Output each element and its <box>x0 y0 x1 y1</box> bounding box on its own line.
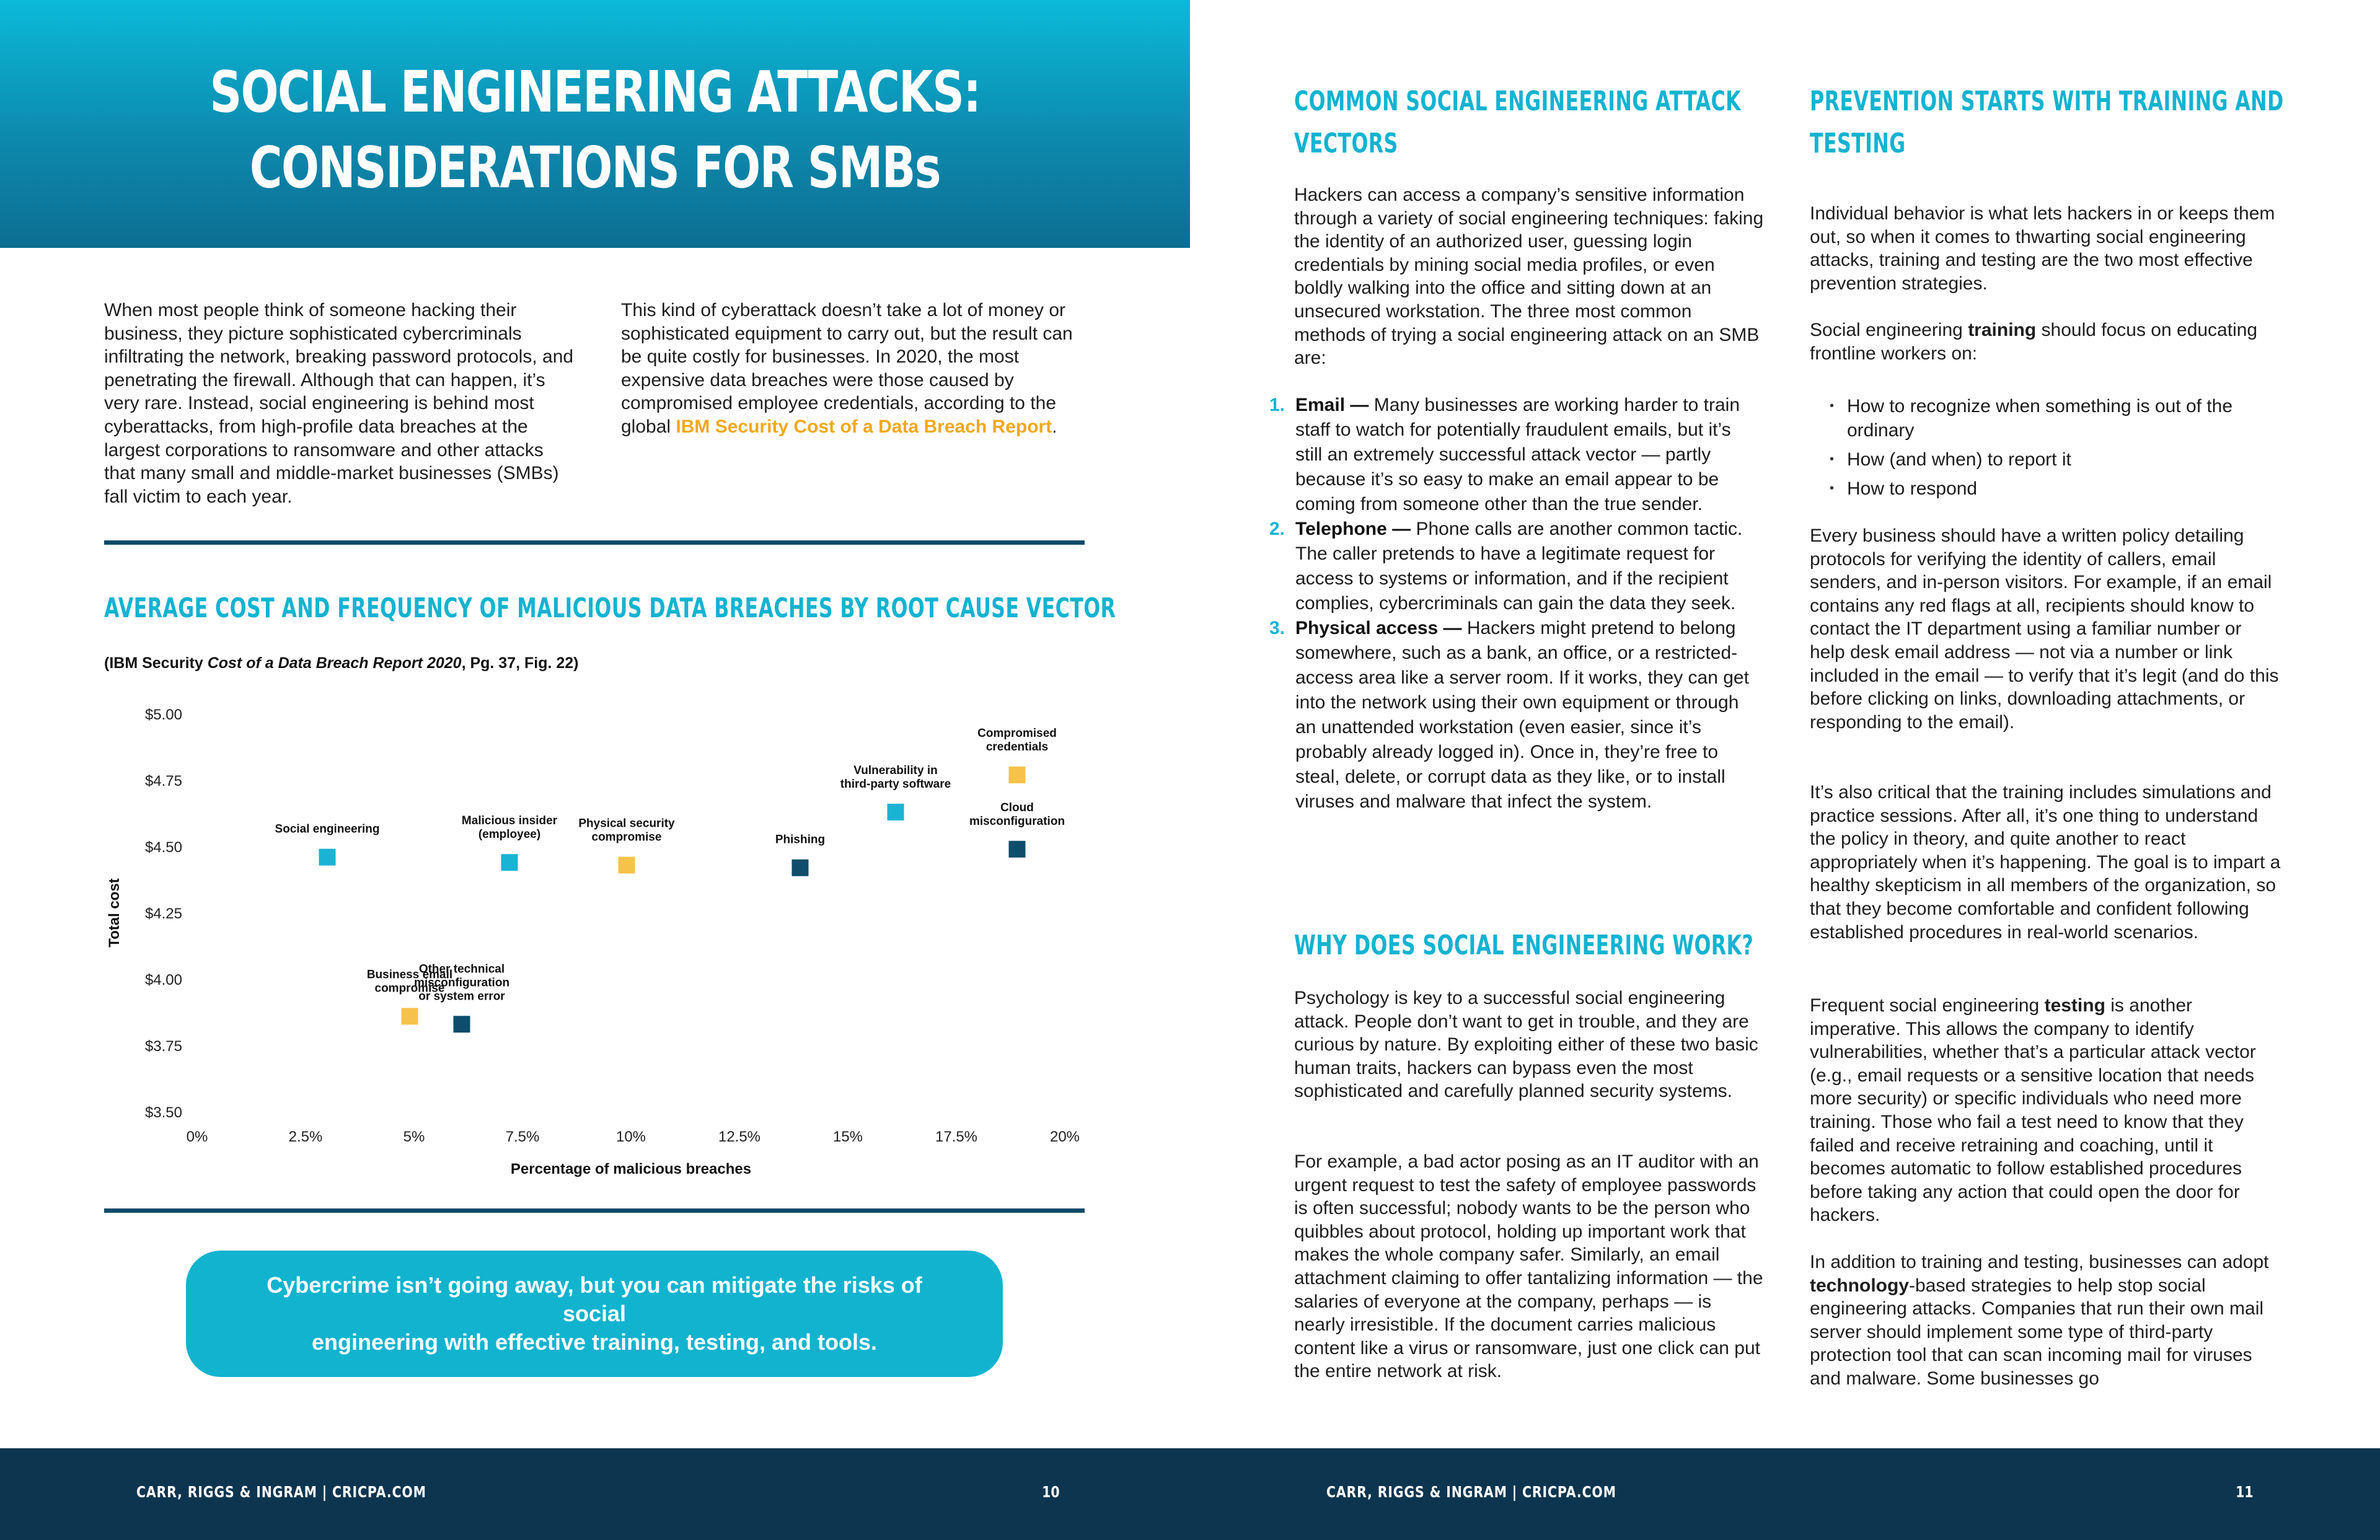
x-tick-label: 17.5% <box>935 1129 978 1145</box>
list-text: How to recognize when something is out of the ordinary <box>1847 396 2233 441</box>
x-tick-label: 0% <box>186 1129 208 1145</box>
data-label <box>578 817 675 843</box>
intro-paragraph-1: When most people think of someone hacking their business, they picture sophisticated cybercriminals infiltrating the network, breaking password protocols, and penetrating the firewall. Although that can happen, it’s very rare. Instead, social engineering is behind most cyberattacks, from high-profile data breaches at the largest corporations to ransomware and other attacks that many small and middle-market businesses (SMBs) fall victim to each year. <box>104 300 574 507</box>
data-label-line: Other technical <box>418 962 505 976</box>
data-label-line: misconfiguration <box>969 814 1065 828</box>
data-label <box>969 801 1065 828</box>
list-item <box>1827 394 2298 442</box>
page-number-right: 11 <box>2236 1483 2254 1501</box>
prevention-paragraph-5-post: is another imperative. This allows the company to identify vulnerabilities, whether that’s a particular attack vector (e.g., email requests or a sensitive location that needs more security) or specific individuals who need more training. Those who fail a test need to know that they failed and receive retraining and coaching, until it becomes automatic to follow established procedures before taking any action that could open the door for hackers. <box>1810 995 2256 1226</box>
data-point <box>319 849 336 866</box>
list-item <box>1269 616 1759 814</box>
data-label-line: Physical security <box>578 817 675 830</box>
chart-source-post: , Pg. 37, Fig. 22) <box>461 654 579 672</box>
data-label-line: misconfiguration <box>413 976 510 990</box>
x-tick-label: 10% <box>615 1129 646 1145</box>
data-label-line: Phishing <box>775 833 826 847</box>
intro-paragraph-2 <box>621 299 1092 439</box>
list-item <box>1827 477 2298 501</box>
callout-line2: engineering with effective training, testing, and tools. <box>311 1329 878 1355</box>
list-text: Hackers might pretend to belong somewhere, such as a bank, an office, or a restricted-access area like a server room. If it works, they can get into the network using their own equipment or through an unattended workstation (even easier, since it’s probably already logged in). Once in, they’re free to steal, delete, or corrupt data as they like, or to install viruses and malware that infect the system. <box>1295 618 1749 812</box>
data-label-line: Business email <box>366 968 453 982</box>
y-tick-label: $4.25 <box>144 905 182 922</box>
y-tick-label: $5.00 <box>144 706 182 723</box>
list-text: How to respond <box>1847 478 1978 499</box>
prevention-heading-line1: PREVENTION STARTS WITH TRAINING AND <box>1810 86 2284 117</box>
data-label-line: third-party software <box>840 777 951 791</box>
data-point <box>888 804 904 821</box>
footer-brand[interactable]: CARR, RIGGS & INGRAM | CRICPA.COM <box>136 1483 426 1501</box>
data-label-line: Malicious insider <box>461 814 558 828</box>
prevention-paragraph-6-post: -based strategies to help stop social engineering attacks. Companies that run their own mail server should implement some type of third-party protection tool that can scan incoming mail for viruses and malware. Some businesses go <box>1810 1275 2264 1389</box>
list-number: 2. <box>1269 519 1285 539</box>
footer-brand-right[interactable]: CARR, RIGGS & INGRAM | CRICPA.COM <box>1326 1483 1616 1501</box>
data-label <box>977 727 1057 754</box>
x-tick-label: 7.5% <box>505 1129 540 1145</box>
data-label <box>414 962 509 1003</box>
divider-bottom <box>104 1208 1085 1213</box>
data-label-line: (employee) <box>478 828 541 842</box>
list-text: How (and when) to report it <box>1847 449 2071 470</box>
data-point <box>1009 767 1026 783</box>
prevention-paragraph-5 <box>1810 994 2281 1227</box>
x-tick-label: 5% <box>403 1129 425 1145</box>
data-point <box>619 856 635 873</box>
vectors-intro: Hackers can access a company’s sensitive information through a variety of social engineering techniques: faking the identity of an authorized user, guessing login credentials by mining social media profiles, or even boldly walking into the office and sitting down at an unsecured workstation. The three most common methods of trying a social engineering attack on an SMB are: <box>1294 185 1764 369</box>
data-label-line: or system error <box>418 990 505 1003</box>
prevention-paragraph-2-post: should focus on educating frontline workers on: <box>1810 320 2258 364</box>
prevention-paragraph-4: It’s also critical that the training includes simulations and practice sessions. After all, it’s one thing to understand the policy in theory, and quite another to react appropriately when it’s happening. The goal is to impart a healthy skepticism in all members of the organization, so that they become comfortable and confident following established procedures in real-world scenarios. <box>1810 782 2281 943</box>
footer-right <box>1190 1448 2380 1540</box>
prevention-paragraph-3: Every business should have a written policy detailing protocols for verifying the identity of callers, email senders, and in-person visitors. For example, if an email contains any red flags at all, recipients should know to contact the IT department using a familiar number or help desk email address — not via a number or link included in the email — to verify that it’s legit (and do this before clicking on links, downloading attachments, or responding to the email). <box>1810 526 2279 733</box>
data-label-line: compromise <box>591 830 662 844</box>
y-tick-label: $4.75 <box>144 773 182 790</box>
prevention-paragraph-2-pre: Social engineering <box>1810 320 1968 340</box>
prevention-paragraph-6 <box>1810 1251 2281 1391</box>
data-label <box>775 834 825 847</box>
intro-paragraph-2-end: . <box>1052 416 1057 437</box>
data-point <box>454 1016 470 1032</box>
callout-line1: Cybercrime isn’t going away, but you can mitigate the risks of social <box>267 1272 922 1326</box>
testing-term: testing <box>2044 995 2105 1016</box>
data-label <box>275 823 380 836</box>
x-tick-label: 2.5% <box>288 1129 323 1145</box>
chart-source-title: Cost of a Data Breach Report 2020 <box>207 654 462 672</box>
list-text: Phone calls are another common tactic. The caller pretends to have a legitimate request for access to systems or information, and if the recipient complies, cybercriminals can gain the data they seek. <box>1295 519 1743 614</box>
chart-source-pre: (IBM Security <box>104 654 208 672</box>
why-paragraph-2: For example, a bad actor posing as an IT auditor with an urgent request to test the safety of employee passwords is often successful; nobody wants to be the person who quibbles about protocol, holding up important work that makes the whole company safer. Similarly, an email attachment claiming to offer tantalizing information — the salaries of everyone at the company, perhaps — is nearly irresistible. If the document carries malicious content like a virus or ransomware, just one click can put the entire network at risk. <box>1294 1151 1763 1382</box>
title-banner <box>0 0 1190 248</box>
scatter-chart <box>93 694 1097 1177</box>
list-item <box>1269 393 1759 517</box>
chart-heading: AVERAGE COST AND FREQUENCY OF MALICIOUS DATA BREACHES BY ROOT CAUSE VECTOR <box>104 592 1116 624</box>
list-term: Physical access — <box>1295 618 1462 638</box>
technology-term: technology <box>1810 1275 1910 1296</box>
list-term: Telephone — <box>1295 519 1411 539</box>
x-tick-label: 12.5% <box>718 1129 761 1145</box>
bullet-icon: • <box>1830 482 1835 495</box>
data-point <box>402 1008 418 1024</box>
why-heading: WHY DOES SOCIAL ENGINEERING WORK? <box>1294 930 1754 961</box>
page-number: 10 <box>1042 1483 1060 1501</box>
footer-left <box>0 1448 1190 1540</box>
callout-box <box>186 1251 1003 1377</box>
y-tick-label: $4.50 <box>144 839 182 856</box>
x-tick-label: 20% <box>1049 1129 1080 1145</box>
y-tick-label: $4.00 <box>144 972 182 988</box>
bullet-icon: • <box>1830 452 1835 466</box>
x-tick-label: 15% <box>832 1129 863 1145</box>
list-text: Many businesses are working harder to train staff to watch for potentially fraudulent emails, but it’s still an extremely successful attack vector — partly because it’s so easy to make an email appear to be coming from someone other than the true sender. <box>1295 395 1740 514</box>
prevention-paragraph-2 <box>1810 319 2281 365</box>
prevention-paragraph-1: Individual behavior is what lets hackers in or keeps them out, so when it comes to thwarting social engineering attacks, training and testing are the two most effective prevention strategies. <box>1810 203 2275 294</box>
bullet-icon: • <box>1830 399 1835 413</box>
data-label <box>840 764 951 791</box>
list-number: 1. <box>1269 395 1285 415</box>
prevention-heading-line2: TESTING <box>1810 128 1906 159</box>
data-label-line: Vulnerability in <box>853 763 938 777</box>
list-item <box>1827 447 2298 472</box>
prevention-paragraph-6-pre: In addition to training and testing, businesses can adopt <box>1810 1252 2269 1272</box>
training-points-list <box>1827 394 2298 506</box>
x-axis-label: Percentage of malicious breaches <box>510 1161 752 1177</box>
y-tick-label: $3.75 <box>144 1038 182 1055</box>
y-tick-label: $3.50 <box>144 1104 182 1121</box>
callout-text <box>235 1271 954 1357</box>
data-label-line: Cloud <box>1000 801 1034 814</box>
data-label <box>462 814 558 841</box>
page-title-line1: SOCIAL ENGINEERING ATTACKS: <box>209 59 981 125</box>
data-label-line: Social engineering <box>275 822 380 836</box>
training-term: training <box>1968 320 2037 340</box>
intro-paragraph-2-text: This kind of cyberattack doesn’t take a lot of money or sophisticated equipment to carry out, but the result can be quite costly for businesses. In 2020, the most expensive data breaches were those caused by compromised employee credentials, according to the global <box>621 300 1073 437</box>
data-label-line: compromise <box>374 982 445 995</box>
list-term: Email — <box>1295 395 1369 415</box>
data-label-line: credentials <box>985 740 1049 754</box>
data-point <box>501 854 518 871</box>
data-point <box>1009 841 1026 858</box>
report-link[interactable]: IBM Security Cost of a Data Breach Report <box>676 416 1052 437</box>
prevention-paragraph-5-pre: Frequent social engineering <box>1810 995 2045 1016</box>
y-axis-label: Total cost <box>106 878 123 948</box>
why-paragraph-1: Psychology is key to a successful social engineering attack. People don’t want to get in trouble, and they are curious by nature. By exploiting either of these two basic human traits, hackers can bypass even the most sophisticated and carefully planned security systems. <box>1294 988 1758 1102</box>
list-item <box>1269 517 1759 616</box>
vectors-heading-line2: VECTORS <box>1294 128 1398 159</box>
data-label-line: Compromised <box>977 726 1057 740</box>
attack-vectors-list <box>1269 393 1759 814</box>
divider-top <box>104 540 1085 545</box>
page-title-line2: CONSIDERATIONS FOR SMBs <box>249 134 941 201</box>
vectors-heading-line1: COMMON SOCIAL ENGINEERING ATTACK <box>1294 86 1742 117</box>
list-number: 3. <box>1269 618 1285 638</box>
data-point <box>792 860 809 876</box>
chart-source <box>104 654 579 672</box>
